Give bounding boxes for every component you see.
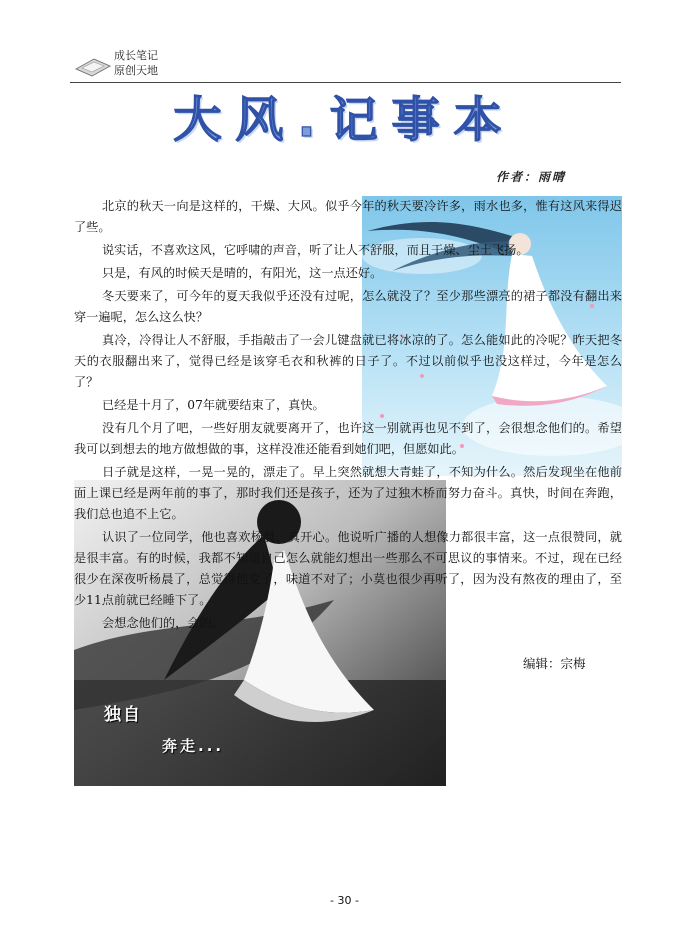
header-line-2: 原创天地 xyxy=(114,64,158,77)
header-logo-icon xyxy=(74,56,112,78)
page-number: - 30 - xyxy=(330,894,359,907)
illustration-caption-line-1: 独自 xyxy=(104,705,142,725)
paragraph: 认识了一位同学，他也喜欢杨晨，真开心。他说听广播的人想像力都很丰富，这一点很赞同，就是很丰富。有的时候，我都不知道自己怎么就能幻想出一些那么不可思议的事情来。不过，现在已经很少在深夜听杨晨了，总觉得他变了，味道不对了；小莫也很少再听了，因为没有熬夜的理由了，至少11点前就已经睡下了。 xyxy=(74,530,622,607)
article-author: 作者：雨晴 xyxy=(496,170,567,184)
header-line-1: 成长笔记 xyxy=(114,49,158,62)
paragraph: 已经是十月了，07年就要结束了，真快。 xyxy=(102,398,325,412)
paragraph: 日子就是这样，一晃一晃的，漂走了。早上突然就想大青蛙了，不知为什么。然后发现坐在他前面上课已经是两年前的事了，那时我们还是孩子，还为了过独木桥而努力奋斗。真快，时间在奔跑，我们总也追不上它。 xyxy=(74,465,622,521)
paragraph: 北京的秋天一向是这样的，干燥、大风。似乎今年的秋天要冷许多，雨水也多，惟有这风来得迟了些。 xyxy=(74,199,622,234)
header-section-labels xyxy=(114,48,158,78)
paragraph: 冬天要来了，可今年的夏天我似乎还没有过呢，怎么就没了？至少那些漂亮的裙子都没有翻出来穿一遍呢，怎么这么快？ xyxy=(74,289,622,324)
illustration-caption-line-2: 奔走... xyxy=(162,737,225,755)
paragraph: 会想念他们的，会的。 xyxy=(102,616,224,630)
editor-credit: 编辑：宗梅 xyxy=(523,656,586,671)
paragraph: 只是，有风的时候天是晴的，有阳光，这一点还好。 xyxy=(102,266,383,280)
article-title: 大风.记事本 xyxy=(173,92,516,148)
paragraph: 没有几个月了吧，一些好朋友就要离开了，也许这一别就再也见不到了，会很想念他们的。希望我可以到想去的地方做想做的事，这样没准还能看到她们吧，但愿如此。 xyxy=(74,421,622,456)
paragraph: 真冷，冷得让人不舒服，手指敲击了一会儿键盘就已将冰凉的了。怎么能如此的冷呢？昨天把冬天的衣服翻出来了，觉得已经是该穿毛衣和秋裤的日子了。不过以前似乎也没这样过，今年是怎么了？ xyxy=(74,333,622,389)
article-body xyxy=(74,196,622,636)
header-divider xyxy=(70,82,621,83)
paragraph: 说实话，不喜欢这风，它呼啸的声音，听了让人不舒服，而且干燥、尘土飞扬。 xyxy=(102,243,529,257)
